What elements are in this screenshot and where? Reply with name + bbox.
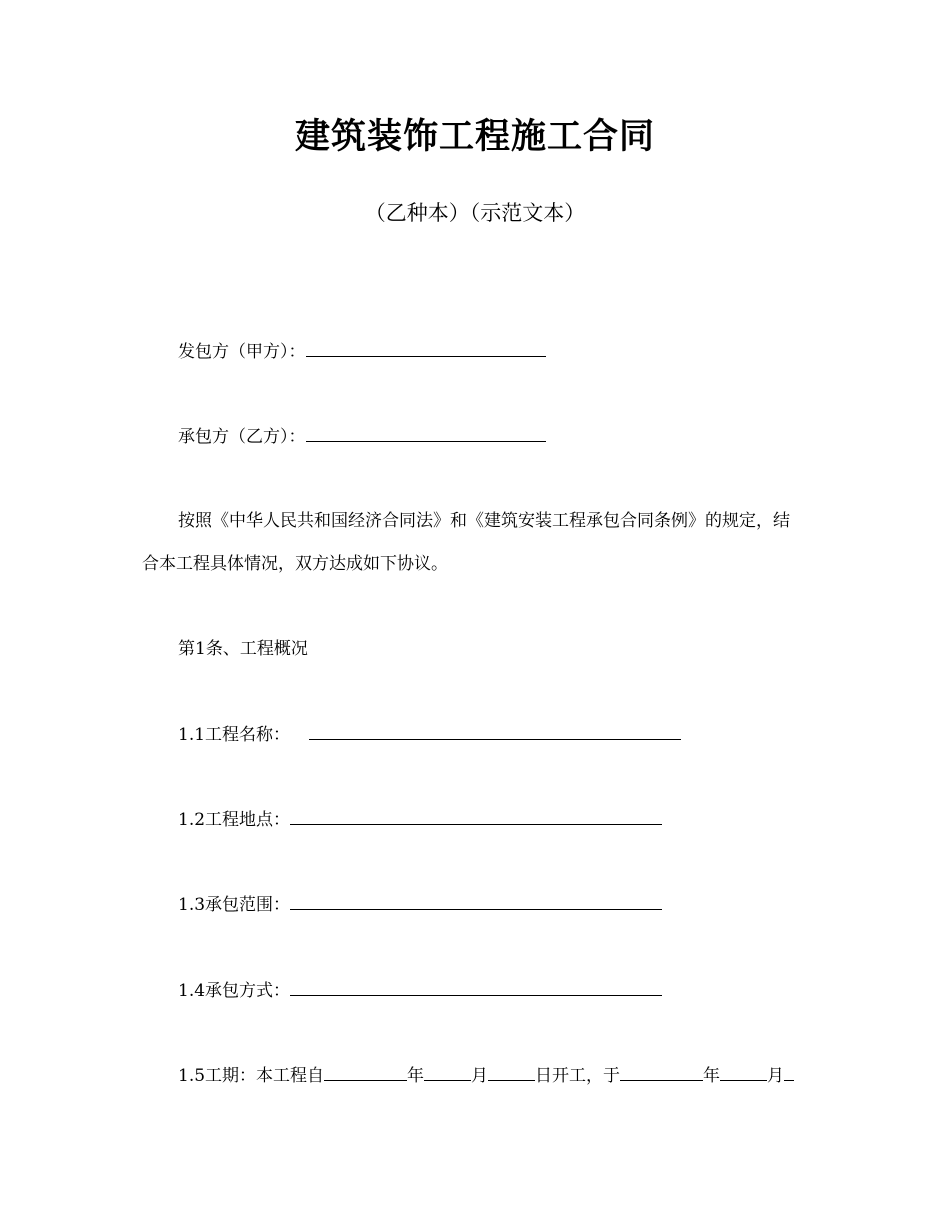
contract-scope-line <box>178 891 662 919</box>
project-name-label: 1.1工程名称： <box>178 725 291 745</box>
document-subtitle: （乙种本）（示范文本） <box>364 201 586 225</box>
period-year-1: 年 <box>407 1066 425 1086</box>
contract-scope-blank[interactable] <box>290 891 662 910</box>
period-day-1: 日开工，于 <box>535 1066 621 1086</box>
start-year-blank[interactable] <box>324 1062 407 1081</box>
period-month-1: 月 <box>471 1066 489 1086</box>
project-name-blank[interactable] <box>309 721 681 740</box>
contract-method-blank[interactable] <box>290 977 662 996</box>
contract-method-line <box>178 977 662 1005</box>
article-1-heading: 第1条、工程概况 <box>178 639 308 659</box>
contract-scope-label: 1.3承包范围： <box>178 895 291 915</box>
contractor-blank[interactable] <box>306 423 546 442</box>
employer-blank[interactable] <box>306 338 546 357</box>
period-prefix: 1.5工期：本工程自 <box>178 1066 325 1086</box>
end-day-blank[interactable] <box>784 1062 794 1081</box>
end-year-blank[interactable] <box>620 1062 703 1081</box>
document-title: 建筑装饰工程施工合同 <box>294 117 655 157</box>
project-location-label: 1.2工程地点： <box>178 810 291 830</box>
construction-period-line <box>178 1062 794 1090</box>
period-month-2: 月 <box>767 1066 785 1086</box>
project-location-blank[interactable] <box>290 806 662 825</box>
contractor-line <box>178 423 546 451</box>
period-year-2: 年 <box>703 1066 721 1086</box>
start-day-blank[interactable] <box>488 1062 535 1081</box>
start-month-blank[interactable] <box>424 1062 471 1081</box>
employer-line <box>178 338 546 366</box>
employer-label: 发包方（甲方）： <box>178 342 306 362</box>
project-location-line <box>178 806 662 834</box>
end-month-blank[interactable] <box>720 1062 767 1081</box>
project-name-line <box>178 721 681 749</box>
preamble-line-2: 合本工程具体情况，双方达成如下协议。 <box>142 554 448 574</box>
contractor-label: 承包方（乙方）： <box>178 427 306 447</box>
contract-method-label: 1.4承包方式： <box>178 981 291 1001</box>
preamble-line-1: 按照《中华人民共和国经济合同法》和《建筑安装工程承包合同条例》的规定，结 <box>178 511 790 531</box>
